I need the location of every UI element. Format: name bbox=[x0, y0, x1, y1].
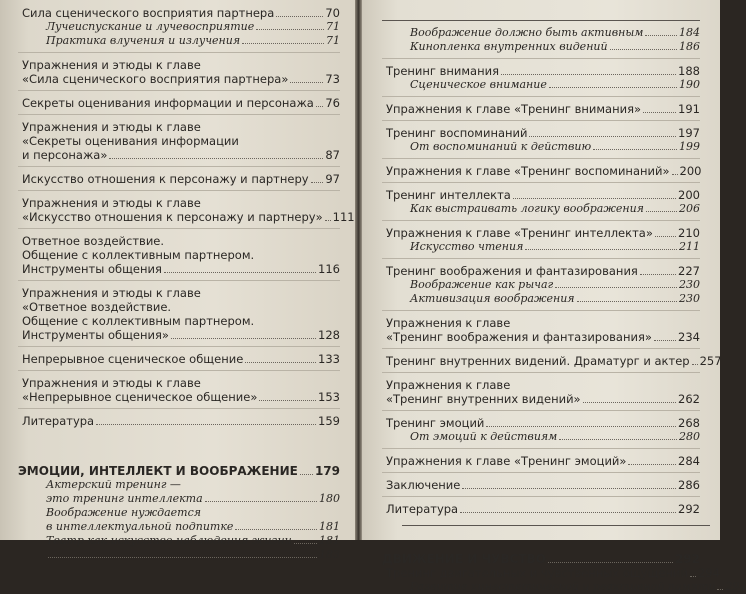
dot-leader bbox=[245, 362, 316, 363]
dot-leader bbox=[672, 174, 678, 175]
toc-entry-line: Сценическое внимание bbox=[410, 78, 547, 91]
page-number: 186 bbox=[679, 40, 700, 53]
dot-leader bbox=[311, 182, 324, 183]
toc-entry-line: Тренинг воспоминаний bbox=[386, 126, 528, 140]
divider bbox=[18, 408, 340, 409]
page-number: 191 bbox=[678, 102, 700, 116]
page-number: 211 bbox=[679, 240, 700, 253]
toc-entry bbox=[18, 196, 355, 224]
toc-entry-line: Сила сценического восприятия партнера bbox=[22, 6, 275, 20]
dot-leader bbox=[593, 149, 677, 150]
divider bbox=[382, 120, 700, 121]
toc-entry-line: Литература bbox=[386, 502, 459, 516]
dot-leader bbox=[164, 272, 316, 273]
page-number: 159 bbox=[318, 414, 340, 428]
toc-entry bbox=[382, 478, 700, 492]
page-number: 179 bbox=[314, 464, 340, 478]
toc-entry bbox=[18, 172, 340, 186]
dot-leader bbox=[610, 49, 677, 50]
dot-leader bbox=[559, 439, 677, 440]
toc-entry-line: Воображение должно быть активным bbox=[410, 26, 644, 39]
page-number: 294 bbox=[725, 580, 746, 593]
toc-entry bbox=[382, 354, 722, 368]
page-number: 183 bbox=[319, 548, 340, 561]
page-number: 292 bbox=[678, 502, 700, 516]
toc-entry bbox=[382, 292, 700, 306]
toc-entry-line: Искусство отношения к персонажу и партнеру bbox=[22, 172, 309, 186]
footer-rule bbox=[402, 525, 710, 526]
toc-entry bbox=[382, 416, 700, 430]
page-number: 210 bbox=[678, 226, 700, 240]
dot-leader bbox=[300, 474, 313, 475]
divider bbox=[382, 58, 700, 59]
toc-entry-line: Театр как искусство наблюдения жизни bbox=[46, 534, 292, 547]
toc-entry bbox=[18, 414, 340, 428]
toc-entry-line: «Сила сценического восприятия партнера» bbox=[22, 72, 289, 86]
page-number: 230 bbox=[679, 292, 700, 305]
dot-leader bbox=[462, 488, 676, 489]
dot-leader bbox=[628, 464, 676, 465]
page-number: 262 bbox=[678, 392, 700, 406]
toc-entry-line: Секреты оценивания информации и персонажа bbox=[22, 96, 314, 110]
divider bbox=[18, 190, 340, 191]
page-number: 116 bbox=[318, 262, 340, 276]
toc-entry-line: Тренинг эмоций bbox=[386, 416, 485, 430]
divider bbox=[382, 182, 700, 183]
toc-entry-line: и персонажа» bbox=[22, 148, 108, 162]
page-number: 286 bbox=[678, 478, 700, 492]
toc-entry bbox=[382, 26, 700, 40]
page-number: 284 bbox=[678, 454, 700, 468]
dot-leader bbox=[655, 236, 676, 237]
dot-leader bbox=[256, 29, 324, 30]
toc-entry-line: Активизация воображения bbox=[410, 292, 575, 305]
page-number: 294 bbox=[697, 566, 720, 580]
page-number: 128 bbox=[318, 328, 340, 342]
page-number: 268 bbox=[678, 416, 700, 430]
page-number: 199 bbox=[679, 140, 700, 153]
page-number: 87 bbox=[325, 148, 340, 162]
toc-entry bbox=[382, 64, 700, 78]
toc-entry bbox=[382, 140, 700, 154]
dot-leader bbox=[276, 16, 323, 17]
toc-entry-line: Тренинг внимания bbox=[386, 64, 500, 78]
toc-entry bbox=[382, 240, 700, 254]
page-number: 292 bbox=[674, 552, 700, 566]
toc-entry bbox=[18, 20, 340, 34]
toc-entry-line: Упражнения к главе «Тренинг интеллекта» bbox=[386, 226, 653, 240]
dot-leader bbox=[242, 43, 324, 44]
divider bbox=[382, 348, 700, 349]
toc-entry-line: Практика влучения и излучения bbox=[46, 34, 241, 47]
toc-entry bbox=[18, 58, 340, 86]
page-number: 200 bbox=[679, 164, 702, 178]
toc-entry-line: «Тренинг воображения и фантазирования» bbox=[386, 330, 652, 344]
toc-entry-line: Тренинг интеллекта bbox=[386, 188, 511, 202]
page-number: 76 bbox=[325, 96, 340, 110]
section-heading bbox=[18, 454, 340, 478]
dot-leader bbox=[577, 301, 677, 302]
page-number: 181 bbox=[319, 520, 340, 533]
page-number: 181 bbox=[319, 534, 340, 547]
divider bbox=[18, 114, 340, 115]
toc-entry bbox=[382, 202, 700, 216]
toc-entry-line: Упражнения к главе bbox=[386, 378, 511, 392]
dot-leader bbox=[717, 589, 723, 590]
toc-entry bbox=[18, 120, 340, 162]
toc-entry bbox=[382, 126, 700, 140]
dot-leader bbox=[109, 158, 323, 159]
toc-entry-line: Кинопленка внутренних видений bbox=[410, 40, 608, 53]
toc-entry-line: «Ответное воздействие. bbox=[22, 300, 172, 314]
page-number: 73 bbox=[325, 72, 340, 86]
divider bbox=[382, 496, 700, 497]
toc-entry-line: Лучеиспускание и лучевосприятие bbox=[46, 20, 255, 33]
divider bbox=[18, 166, 340, 167]
toc-entry-line: Упражнения и этюды к главе bbox=[22, 376, 201, 390]
toc-entry bbox=[382, 226, 700, 240]
dot-leader bbox=[645, 35, 677, 36]
dot-leader bbox=[525, 249, 677, 250]
toc-entry-line: Инструменты общения bbox=[22, 262, 162, 276]
toc-entry-line: Общение с коллективным партнером. bbox=[22, 314, 255, 328]
divider bbox=[382, 472, 700, 473]
dot-leader bbox=[548, 562, 673, 563]
divider bbox=[382, 158, 700, 159]
toc-entry bbox=[382, 278, 700, 292]
toc-entry-line: Упражнения и этюды к главе bbox=[22, 58, 201, 72]
page-number: 97 bbox=[325, 172, 340, 186]
toc-entry-line: «Искусство отношения к персонажу и партнеру» bbox=[22, 210, 323, 224]
toc-entry bbox=[382, 188, 700, 202]
toc-entry-line: Общение с коллективным партнером. bbox=[22, 248, 255, 262]
toc-entry bbox=[382, 164, 700, 178]
toc-entry bbox=[382, 502, 700, 516]
toc-entry-line: Тренинг воображения и фантазирования bbox=[386, 264, 638, 278]
page-number: 190 bbox=[679, 78, 700, 91]
page-number: 280 bbox=[679, 430, 700, 443]
toc-entry-line: Тренинг двигательных и чувственных ощущений bbox=[386, 566, 688, 580]
toc-entry-line: в интеллектуальной подпитке bbox=[46, 520, 234, 533]
page-number: 257 bbox=[699, 354, 722, 368]
toc-entry-line: ЭМОЦИИ, ИНТЕЛЛЕКТ И ВООБРАЖЕНИЕ bbox=[18, 464, 298, 478]
header-rule bbox=[382, 20, 700, 21]
toc-entry-line: Упражнения к главе bbox=[386, 316, 511, 330]
dot-leader bbox=[290, 82, 323, 83]
dot-leader bbox=[96, 424, 316, 425]
toc-entry bbox=[382, 264, 700, 278]
dot-leader bbox=[549, 87, 677, 88]
divider bbox=[382, 258, 700, 259]
dot-leader bbox=[654, 340, 676, 341]
toc-entry-line: Упражнения к главе «Тренинг воспоминаний» bbox=[386, 164, 670, 178]
dot-leader bbox=[583, 402, 676, 403]
table-of-contents-left bbox=[18, 6, 355, 562]
book-gutter bbox=[355, 0, 362, 540]
page-number: 197 bbox=[678, 126, 700, 140]
dot-leader bbox=[529, 136, 676, 137]
toc-entry-line: Упражнения и этюды к главе bbox=[22, 286, 201, 300]
dot-leader bbox=[646, 211, 677, 212]
divider bbox=[18, 90, 340, 91]
right-page bbox=[362, 0, 746, 593]
toc-entry bbox=[18, 34, 340, 48]
toc-entry-line: Инструменты общения» bbox=[22, 328, 169, 342]
page-number: 70 bbox=[325, 6, 340, 20]
dot-leader bbox=[259, 400, 316, 401]
divider bbox=[18, 280, 340, 281]
toc-entry bbox=[18, 96, 340, 110]
toc-entry-line: это тренинг интеллекта bbox=[46, 492, 203, 505]
toc-entry-line: «Тренинг внутренних видений» bbox=[386, 392, 581, 406]
divider bbox=[382, 310, 700, 311]
dot-leader bbox=[692, 364, 698, 365]
page-number: 188 bbox=[678, 64, 700, 78]
dot-leader bbox=[643, 112, 676, 113]
toc-entry bbox=[382, 40, 700, 54]
divider bbox=[382, 96, 700, 97]
toc-entry bbox=[382, 454, 700, 468]
page-number: 206 bbox=[679, 202, 700, 215]
dot-leader bbox=[640, 274, 676, 275]
toc-entry bbox=[18, 234, 340, 276]
toc-entry bbox=[18, 286, 340, 342]
toc-entry bbox=[18, 534, 340, 548]
dot-leader bbox=[171, 338, 316, 339]
page-number: 184 bbox=[679, 26, 700, 39]
toc-entry-line: Воображение как рычаг bbox=[410, 278, 554, 291]
table-of-contents-right bbox=[382, 26, 746, 594]
toc-entry-line: «Секреты оценивания информации bbox=[22, 134, 239, 148]
dot-leader bbox=[486, 426, 676, 427]
dot-leader bbox=[294, 543, 317, 544]
toc-entry-line: От воспоминаний к действию bbox=[410, 140, 592, 153]
page-number: 133 bbox=[318, 352, 340, 366]
divider bbox=[18, 346, 340, 347]
dot-leader bbox=[555, 287, 677, 288]
divider bbox=[18, 228, 340, 229]
toc-entry-line: «Непрерывное сценическое общение» bbox=[22, 390, 258, 404]
toc-entry bbox=[382, 580, 746, 594]
page-number: 227 bbox=[678, 264, 700, 278]
toc-entry bbox=[382, 430, 700, 444]
page-number: 153 bbox=[318, 390, 340, 404]
toc-entry-line: Ответное воздействие. bbox=[22, 234, 165, 248]
divider bbox=[382, 372, 700, 373]
toc-entry bbox=[382, 316, 700, 344]
toc-entry-line: Тренинг внутренних видений. Драматург и актер bbox=[386, 354, 690, 368]
page-number: 200 bbox=[678, 188, 700, 202]
toc-entry bbox=[382, 102, 700, 116]
dot-leader bbox=[690, 576, 696, 577]
dot-leader bbox=[235, 529, 317, 530]
dot-leader bbox=[501, 74, 676, 75]
section-heading bbox=[382, 542, 700, 566]
page-number: 111 bbox=[332, 210, 355, 224]
toc-entry-line: ДВИЖЕНИЕ И ЧУВСТВО bbox=[382, 552, 546, 566]
toc-entry-line: От эмоций к действиям bbox=[410, 430, 558, 443]
page-number: 71 bbox=[326, 20, 340, 33]
toc-entry-line: Упражнения и этюды к главе bbox=[22, 120, 201, 134]
divider bbox=[382, 448, 700, 449]
left-page bbox=[0, 0, 355, 561]
divider bbox=[382, 220, 700, 221]
toc-entry bbox=[18, 548, 340, 562]
toc-entry-line: Литература bbox=[22, 414, 95, 428]
page-number: 234 bbox=[678, 330, 700, 344]
toc-entry-line: Искусство чтения bbox=[410, 240, 524, 253]
toc-entry bbox=[18, 6, 340, 20]
dot-leader bbox=[316, 106, 324, 107]
divider bbox=[18, 52, 340, 53]
toc-entry-line: Упражнения и этюды к главе bbox=[22, 196, 201, 210]
toc-entry bbox=[382, 566, 720, 580]
divider bbox=[382, 410, 700, 411]
toc-entry bbox=[18, 352, 340, 366]
toc-entry bbox=[18, 506, 340, 534]
toc-entry bbox=[382, 78, 700, 92]
dot-leader bbox=[325, 220, 331, 221]
dot-leader bbox=[460, 512, 676, 513]
toc-entry-line: Заключение bbox=[386, 478, 461, 492]
toc-entry bbox=[18, 376, 340, 404]
toc-entry-line: Непрерывное сценическое общение bbox=[22, 352, 244, 366]
dot-leader bbox=[513, 198, 676, 199]
page-number: 230 bbox=[679, 278, 700, 291]
toc-entry bbox=[382, 378, 700, 406]
toc-entry-line: Упражнения к главе «Тренинг внимания» bbox=[386, 102, 642, 116]
page-number: 180 bbox=[319, 492, 340, 505]
toc-entry-line: Воображение нуждается bbox=[46, 506, 202, 519]
toc-entry-line: Развитие кинестетической и реактивной памяти bbox=[410, 580, 716, 593]
toc-entry bbox=[18, 478, 340, 506]
toc-entry-line: Как выстраивать логику воображения bbox=[410, 202, 644, 215]
dot-leader bbox=[205, 501, 317, 502]
dot-leader bbox=[48, 557, 317, 558]
page-number: 71 bbox=[326, 34, 340, 47]
toc-entry-line: Упражнения к главе «Тренинг эмоций» bbox=[386, 454, 627, 468]
toc-entry-line: Актерский тренинг — bbox=[46, 478, 181, 491]
divider bbox=[18, 370, 340, 371]
